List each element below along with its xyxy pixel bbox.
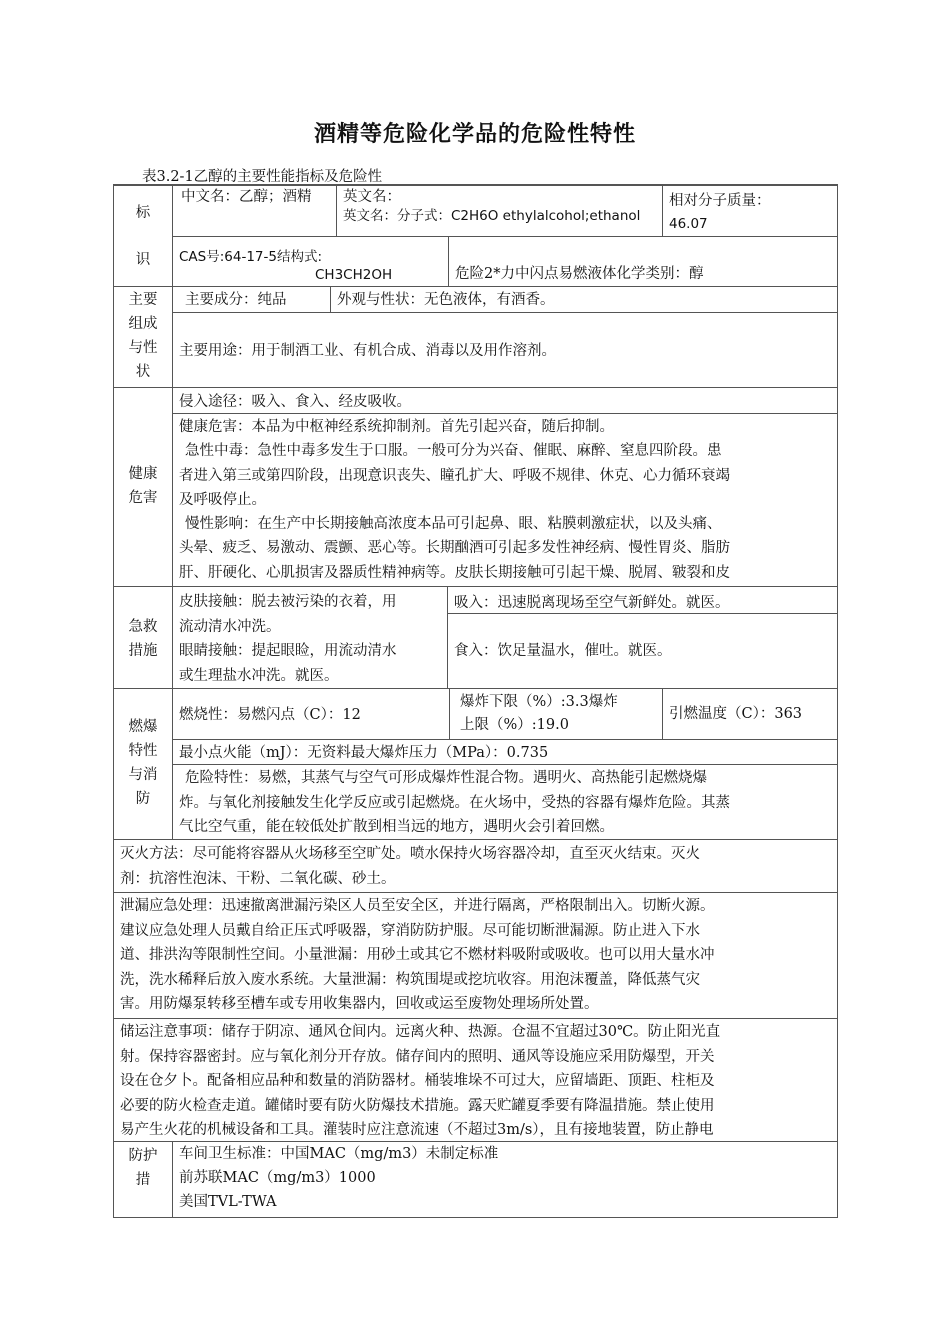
explosion-limit-cell bbox=[449, 688, 663, 740]
danger-line: 气比空气重，能在较低处扩散到相当远的地方，遇明火会引着回燃。 bbox=[179, 819, 614, 835]
storage-cell bbox=[113, 1018, 838, 1142]
acute-line: 及呼吸停止。 bbox=[179, 491, 266, 508]
molecular-weight-cell bbox=[662, 184, 838, 237]
skin-eye-cell bbox=[172, 586, 448, 689]
chronic-line: 肝、肝硬化、心肌损害及器质性精神病等。皮肤长期接触可引起干燥、脱屑、皲裂和皮 bbox=[179, 564, 730, 581]
flammability-cell bbox=[172, 688, 450, 740]
ingestion: 食入：饮足量温水，催吐。就医。 bbox=[454, 643, 672, 659]
fire-label-2: 特性 bbox=[128, 743, 158, 759]
hazard-class: 危险2*力中闪点易燃液体化学类别：醇 bbox=[455, 266, 704, 282]
hazard-class-cell bbox=[448, 236, 838, 287]
composition-label-1: 主要 bbox=[128, 292, 158, 308]
storage-line: 设在仓夕卜。配备相应品种和数量的消防器材。桶装堆垛不可过大，应留墙距、顶距、柱柜及 bbox=[120, 1073, 715, 1089]
composition-label-3: 与性 bbox=[128, 340, 158, 356]
first-aid-label-cell bbox=[113, 586, 173, 689]
danger-line: 危险特性：易燃，其蒸气与空气可形成爆炸性混合物。遇明火、高热能引起燃烧爆 bbox=[185, 770, 707, 786]
inhalation-cell bbox=[447, 586, 838, 614]
min-ignition-cell bbox=[172, 739, 838, 765]
protection-line: 车间卫生标准：中国MAC（mg/m3）未制定标准 bbox=[179, 1146, 499, 1162]
usage-cell bbox=[172, 312, 838, 388]
identity-label-2: 识 bbox=[135, 251, 151, 268]
table-caption: 表3.2-1乙醇的主要性能指标及危险性 bbox=[142, 169, 383, 185]
ingestion-cell bbox=[447, 613, 838, 689]
first-aid-label-2: 措施 bbox=[128, 643, 158, 659]
skin-contact-line: 流动清水冲洗。 bbox=[179, 618, 281, 635]
health-label-cell bbox=[113, 387, 173, 587]
molecular-weight-value: 46.07 bbox=[669, 215, 708, 232]
storage-line: 射。保持容器密封。应与氧化剂分开存放。储存间内的照明、通风等设施应采用防爆型，开关 bbox=[120, 1048, 715, 1065]
appearance: 外观与性状：无色液体，有酒香。 bbox=[337, 292, 555, 308]
exposure-route: 侵入途径：吸入、食入、经皮吸收。 bbox=[179, 394, 411, 410]
storage-line: 易产生火花的机械设备和工具。灌装时应注意流速（不超过3m/s），且有接地装置，防止静电 bbox=[120, 1122, 714, 1138]
fire-label-cell bbox=[113, 688, 173, 840]
skin-contact-line: 皮肤接触：脱去被污染的衣着，用 bbox=[179, 594, 397, 610]
molecular-weight-label: 相对分子质量： bbox=[669, 193, 771, 209]
identity-label-1: 标 bbox=[135, 205, 151, 221]
acute-line: 急性中毒：急性中毒多发生于口服。一般可分为兴奋、催眠、麻醉、窒息四阶段。患 bbox=[185, 443, 722, 460]
identity-label-cell bbox=[113, 184, 173, 287]
danger-cell bbox=[172, 764, 838, 840]
protection-line: 前苏联MAC（mg/m3）1000 bbox=[179, 1170, 376, 1186]
leak-line: 建议应急处理人员戴自给正压式呼吸器，穿消防防护服。尽可能切断泄漏源。防止进入下水 bbox=[120, 922, 700, 939]
usage: 主要用途：用于制酒工业、有机合成、消毒以及用作溶剂。 bbox=[179, 343, 556, 359]
chronic-line: 头晕、疲乏、易激动、震颤、恶心等。长期酗酒可引起多发性神经病、慢性胃炎、脂肪 bbox=[179, 540, 730, 557]
cas-structure-cell bbox=[172, 236, 449, 287]
ignition-temp-cell bbox=[662, 688, 838, 740]
ignition-temperature: 引燃温度（C）：363 bbox=[669, 706, 803, 722]
danger-line: 炸。与氧化剂接触发生化学反应或引起燃烧。在火场中，受热的容器有爆炸危险。其蒸 bbox=[179, 794, 730, 811]
health-label-1: 健康 bbox=[128, 466, 158, 482]
inhalation: 吸入：迅速脱离现场至空气新鲜处。就医。 bbox=[454, 595, 730, 611]
english-name-label: 英文名： bbox=[343, 189, 401, 205]
chinese-name: 中文名：乙醇；酒精 bbox=[181, 189, 312, 205]
appearance-cell bbox=[330, 286, 838, 313]
storage-line: 储运注意事项：储存于阴凉、通风仓间内。远离火种、热源。仓温不宜超过30℃。防止阳光直 bbox=[120, 1024, 721, 1040]
leak-cell bbox=[113, 892, 838, 1019]
storage-line: 必要的防火检查走道。罐储时要有防火防爆技术措施。露天贮罐夏季要有降温措施。禁止使用 bbox=[120, 1097, 715, 1114]
chinese-name-cell bbox=[172, 184, 337, 237]
main-component: 主要成分：纯品 bbox=[185, 292, 287, 308]
protection-label-1: 防护 bbox=[128, 1148, 158, 1164]
protection-label-2: 措 bbox=[135, 1172, 151, 1188]
leak-line: 害。用防爆泵转移至槽车或专用收集器内，回收或运至废物处理场所处置。 bbox=[120, 996, 599, 1012]
leak-line: 泄漏应急处理：迅速撤离泄漏污染区人员至安全区，并进行隔离，严格限制出入。切断火源。 bbox=[120, 898, 715, 914]
protection-label-cell bbox=[113, 1141, 173, 1218]
extinguish-line: 灭火方法：尽可能将容器从火场移至空旷处。喷水保持火场容器冷却，直至灭火结束。灭火 bbox=[120, 846, 700, 862]
first-aid-label-1: 急救 bbox=[128, 619, 158, 635]
cas-number: CAS号:64-17-5结构式: bbox=[179, 249, 323, 265]
health-label-2: 危害 bbox=[128, 490, 158, 506]
structure-formula: CH3CH2OH bbox=[315, 267, 393, 283]
page-title: 酒精等危险化学品的危险性特性 bbox=[313, 122, 636, 147]
composition-label-cell bbox=[113, 286, 173, 388]
english-name-formula: 英文名：分子式：C2H6O ethylalcohol;ethanol bbox=[343, 208, 641, 224]
composition-label-2: 组成 bbox=[128, 316, 158, 332]
explosion-limit-line: 上限（%）:19.0 bbox=[460, 717, 569, 733]
protection-cell bbox=[172, 1141, 838, 1218]
leak-line: 道、排洪沟等限制性空间。小量泄漏：用砂土或其它不燃材料吸附或吸收。也可以用大量水冲 bbox=[120, 947, 715, 963]
extinguish-line: 剂：抗溶性泡沫、干粉、二氧化碳、砂土。 bbox=[120, 871, 396, 887]
min-ignition-energy: 最小点火能（mJ）：无资料最大爆炸压力（MPa）：0.735 bbox=[179, 745, 549, 761]
composition-label-4: 状 bbox=[135, 364, 151, 380]
fire-label-4: 防 bbox=[135, 791, 151, 807]
protection-line: 美国TVL-TWA bbox=[179, 1194, 277, 1210]
route-cell bbox=[172, 387, 838, 414]
explosion-limit-line: 爆炸下限（%）:3.3爆炸 bbox=[460, 694, 618, 710]
health-hazard: 健康危害：本品为中枢神经系统抑制剂。首先引起兴奋，随后抑制。 bbox=[179, 419, 614, 435]
chronic-line: 慢性影响：在生产中长期接触高浓度本品可引起鼻、眼、粘膜刺激症状，以及头痛、 bbox=[185, 516, 722, 533]
eye-contact-line: 眼睛接触：提起眼睑，用流动清水 bbox=[179, 643, 397, 659]
leak-line: 洗，洗水稀释后放入废水系统。大量泄漏：构筑围堤或挖坑收容。用泡沫覆盖，降低蒸气灾 bbox=[120, 971, 700, 988]
eye-contact-line: 或生理盐水冲洗。就医。 bbox=[179, 667, 339, 684]
acute-line: 者进入第三或第四阶段，出现意识丧失、瞳孔扩大、呼吸不规律、休克、心力循环衰竭 bbox=[179, 467, 730, 484]
flammability: 燃烧性：易燃闪点（C）：12 bbox=[179, 707, 361, 723]
english-name-cell bbox=[336, 184, 663, 237]
fire-label-1: 燃爆 bbox=[128, 719, 158, 735]
main-component-cell bbox=[172, 286, 331, 313]
extinguish-cell bbox=[113, 839, 838, 893]
health-detail-cell bbox=[172, 413, 838, 587]
fire-label-3: 与消 bbox=[128, 767, 158, 783]
